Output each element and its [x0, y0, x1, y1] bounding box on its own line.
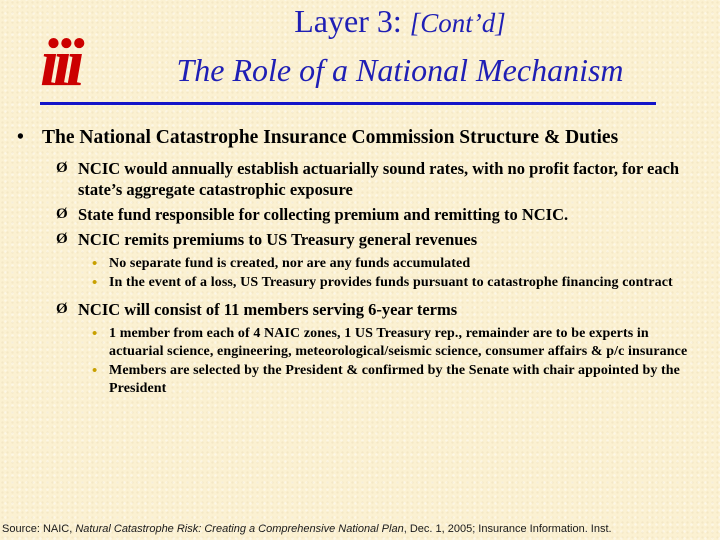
- sub-sub-bullet-4-1: [92, 325, 699, 361]
- sub-sub-bullet-text: No separate fund is created, nor are any funds accumulated: [109, 256, 471, 271]
- title-cont: [Cont’d]: [409, 8, 506, 38]
- arrow-bullet-icon: Ø: [56, 231, 68, 247]
- title-divider: [40, 102, 656, 105]
- title-main: Layer 3:: [294, 3, 410, 39]
- dot-bullet-icon: •: [92, 256, 98, 272]
- sub-sub-bullet-text: 1 member from each of 4 NAIC zones, 1 US Treasury rep., remainder are to be experts in actuarial science, engineering, meteorological/seismic science, consumer affairs & p/c insurance: [109, 326, 688, 359]
- main-bullet-text: The National Catastrophe Insurance Commission Structure & Duties: [42, 127, 619, 148]
- iii-logo: iii: [40, 24, 79, 100]
- sub-bullet-1: [56, 158, 698, 200]
- sub-bullet-4: [56, 299, 698, 320]
- sub-sub-bullet-text: Members are selected by the President & confirmed by the Senate with chair appointed by the President: [109, 363, 680, 396]
- sub-bullet-3: [56, 229, 698, 250]
- sub-bullet-2: [56, 204, 698, 225]
- dot-bullet-icon: •: [92, 363, 98, 379]
- dot-bullet-icon: •: [92, 326, 98, 342]
- bullet-dot-icon: •: [17, 127, 24, 148]
- sub-sub-bullet-text: In the event of a loss, US Treasury provides funds pursuant to catastrophe financing contract: [109, 275, 673, 290]
- footer-title: Natural Catastrophe Risk: Creating a Comprehensive National Plan: [75, 523, 404, 535]
- arrow-bullet-icon: Ø: [56, 206, 68, 222]
- arrow-bullet-icon: Ø: [56, 160, 68, 176]
- sub-sub-bullet-3-1: [92, 255, 699, 273]
- sub-sub-bullet-4-2: [92, 362, 699, 398]
- page-title-line2: The Role of a National Mechanism: [176, 52, 624, 88]
- footer-prefix: Source: NAIC,: [2, 523, 76, 535]
- footer-suffix: , Dec. 1, 2005; Insurance Information. Inst.: [403, 523, 612, 535]
- sub-sub-bullet-3-2: [92, 274, 699, 292]
- slide-content: [0, 126, 720, 398]
- sub-bullet-text: NCIC will consist of 11 members serving 6-year terms: [78, 300, 458, 319]
- sub-bullet-text: State fund responsible for collecting premium and remitting to NCIC.: [78, 205, 569, 224]
- page-title-line1: [110, 2, 690, 42]
- source-citation: [0, 522, 720, 536]
- arrow-bullet-icon: Ø: [56, 301, 68, 317]
- sub-bullet-text: NCIC remits premiums to US Treasury general revenues: [78, 230, 478, 249]
- dot-bullet-icon: •: [92, 275, 98, 291]
- sub-bullet-text: NCIC would annually establish actuarially sound rates, with no profit factor, for each state’s aggregate catastrophic exposure: [78, 159, 680, 199]
- main-bullet: [17, 126, 702, 149]
